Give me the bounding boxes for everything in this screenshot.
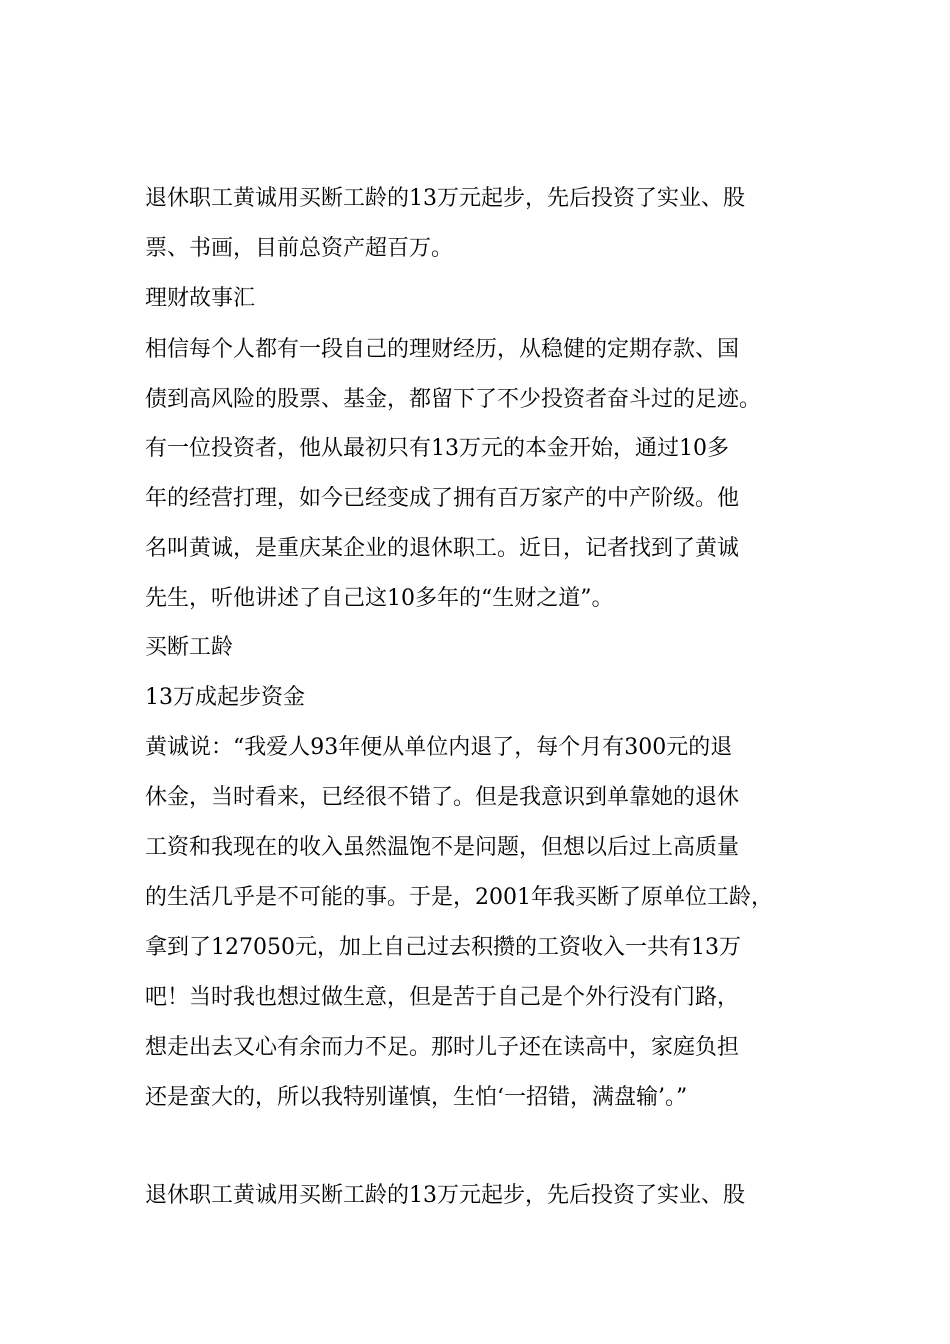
paragraph-line: 吧！当时我也想过做生意，但是苦于自己是个外行没有门路， — [145, 985, 740, 1010]
paragraph-line: 有一位投资者，他从最初只有13万元的本金开始，通过10多 — [145, 436, 729, 461]
paragraph-line: 债到高风险的股票、基金，都留下了不少投资者奋斗过的足迹。 — [145, 387, 762, 412]
paragraph-line: 退休职工黄诚用买断工龄的13万元起步，先后投资了实业、股 — [145, 1183, 745, 1208]
paragraph-line: 相信每个人都有一段自己的理财经历，从稳健的定期存款、国 — [145, 337, 740, 362]
paragraph-line: 黄诚说：“我爱人93年便从单位内退了，每个月有300元的退 — [145, 735, 733, 760]
paragraph-line: 的生活几乎是不可能的事。于是，2001年我买断了原单位工龄， — [145, 885, 773, 910]
paragraph-line: 退休职工黄诚用买断工龄的13万元起步，先后投资了实业、股 — [145, 186, 745, 211]
paragraph-line: 拿到了127050元，加上自己过去积攒的工资收入一共有13万 — [145, 935, 741, 960]
paragraph-line: 名叫黄诚，是重庆某企业的退休职工。近日，记者找到了黄诚 — [145, 536, 740, 561]
paragraph-line: 年的经营打理，如今已经变成了拥有百万家产的中产阶级。他 — [145, 486, 740, 511]
section-heading: 理财故事汇 — [145, 286, 256, 311]
paragraph-line: 票、书画，目前总资产超百万。 — [145, 236, 454, 261]
paragraph-line: 工资和我现在的收入虽然温饱不是问题，但想以后过上高质量 — [145, 835, 740, 860]
section-subheading: 13万成起步资金 — [145, 685, 305, 710]
paragraph-line: 休金，当时看来，已经很不错了。但是我意识到单靠她的退休 — [145, 785, 740, 810]
section-heading: 买断工龄 — [145, 635, 234, 660]
paragraph-line: 先生，听他讲述了自己这10多年的“生财之道”。 — [145, 586, 614, 611]
paragraph-line: 想走出去又心有余而力不足。那时儿子还在读高中，家庭负担 — [145, 1035, 740, 1060]
paragraph-line: 还是蛮大的，所以我特别谨慎，生怕‘一招错，满盘输’。” — [145, 1085, 688, 1110]
